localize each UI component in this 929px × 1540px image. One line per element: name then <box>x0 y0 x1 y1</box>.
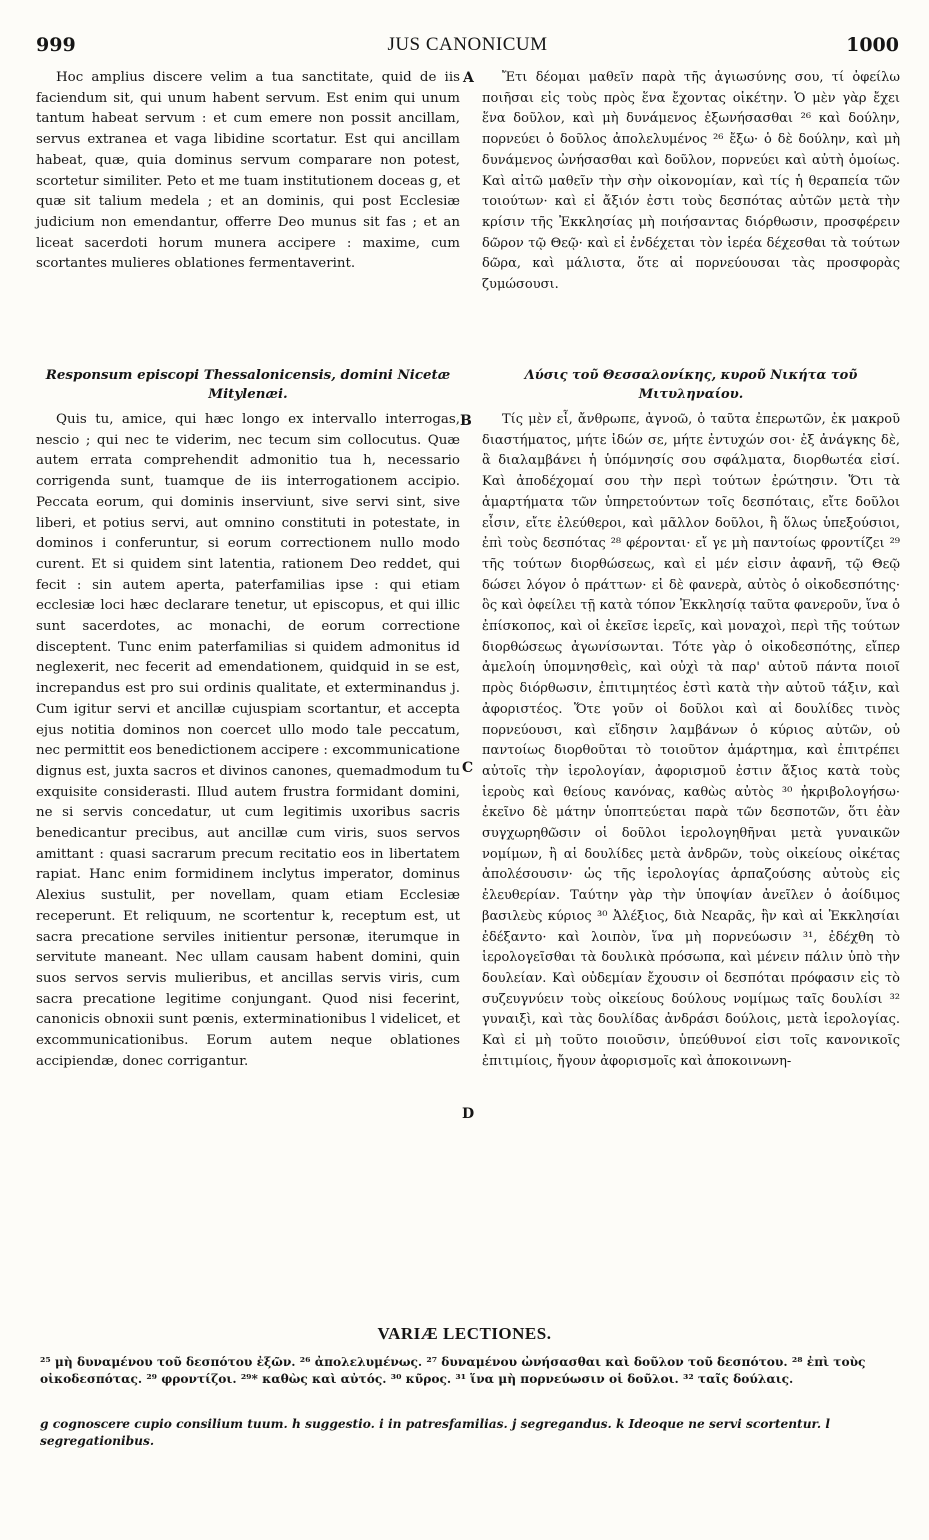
greek-variant-notes-text: ²⁵ μὴ δυναμένου τοῦ δεσπότου ἐξῶν. ²⁶ ἀπολελυμένως. ²⁷ δυναμένου ὠνήσασθαι καὶ δοῦλον τοῦ δεσπότου. ²⁸ ἐπὶ τοὺς οἰκοδεσπότας. ²⁹ φροντίζοι. ²⁹* καθὼς καὶ αὐτός. ³⁰ κῦρος. ³¹ ἵνα μὴ πορνεύωσιν οἱ δοῦλοι. ³² ταῖς δούλαις. <box>40 1355 866 1386</box>
greek-variant-notes <box>40 1354 898 1388</box>
variae-lectiones-heading: VARIÆ LECTIONES. <box>377 1324 552 1343</box>
latin-variant-notes-text: g cognoscere cupio consilium tuum. h suggestio. i in patresfamilias. j segregandus. k Ideoque ne servi scortentur. l segregationibus. <box>40 1417 830 1448</box>
latin-variant-notes <box>40 1416 898 1450</box>
greek-response-text: Τίς μὲν εἶ, ἄνθρωπε, ἀγνοῶ, ὁ ταῦτα ἐπερωτῶν, ἐκ μακροῦ διαστήματος, μήτε ἰδών σε, μήτε ἐντυχών σοι· ἐξ ἀνάγκης δὲ, ἃ διαλαμβάνει ἡ ὑπόμνησίς σου σφάλματα, διορθωτέα εἰσί. Καὶ ἀποδέχομαί σου τὴν περὶ τούτων ἐρώτησιν. Ὅτι τὰ ἁμαρτήματα τῶν ὑπηρετούντων τοῖς δεσπόταις, εἴτε δοῦλοι εἶσιν, εἴτε ἐλεύθεροι, καὶ μᾶλλον δοῦλοι, ἢ ὅλως ὑπεξούσιοι, ἐπὶ τοὺς δεσπότας ²⁸ φέρονται· εἴ γε μὴ παντοίως φροντίζει ²⁹ τῆς τούτων διορθώσεως, καὶ εἰ μέν εἰσιν ἀφανῆ, τῷ Θεῷ δώσει λόγον ὁ πράττων· εἰ δὲ φανερὰ, αὐτὸς ὁ οἰκοδεσπότης· ὃς καὶ ὀφείλει τῇ κατὰ τόπον Ἐκκλησίᾳ ταῦτα φανεροῦν, ἵνα ὁ ἐπίσκοπος, καὶ οἱ ἐκεῖσε ἱερεῖς, καὶ μοναχοὶ, περὶ τῆς τούτων διορθώσεως ἀγωνίσωνται. Τότε γὰρ ὁ οἰκοδεσπότης, εἴπερ ἀμελοίη ὑπομνησθεὶς, καὶ οὐχὶ τὰ παρ' αὐτοῦ πάντα ποιοῖ πρὸς διόρθωσιν, ἐπιτιμητέος ἐστὶ κατὰ τὴν αὐτοῦ τάξιν, καὶ ἀφοριστέος. Ὅτε γοῦν οἱ δοῦλοι καὶ αἱ δουλίδες τινὸς πορνεύουσι, καὶ εἴδησιν λαμβάνων ὁ κύριος αὐτῶν, οὐ παντοίως διορθοῦται τὸ τοιοῦτον ἁμάρτημα, καὶ ἐπιτρέπει αὐτοῖς τὴν ἱερολογίαν, ἀφορισμοῦ ἐστιν ἄξιος κατὰ τοὺς ἱεροὺς καὶ θείους κανόνας, καθὼς αὐτὸς ³⁰ ἠκριβολογήσω· ἐκεῖνο δὲ μάτην ὑποπτεύεται παρὰ τῶν δεσποτῶν, ὅτι ἐὰν συγχωρηθῶσιν οἱ δοῦλοι ἱερολογηθῆναι μετὰ γυναικῶν νομίμων, ἢ αἱ δουλίδες μετὰ ἀνδρῶν, τοὺς οἰκείους οἰκέτας ἀπολέσουσιν· ὡς τῆς ἱερολογίας ἁρπαζούσης αὐτοὺς εἰς ἐλευθερίαν. Ταύτην γὰρ τὴν ὑποψίαν ἀνεῖλεν ὁ ἀοίδιμος βασιλεὺς κύριος ³⁰ Ἀλέξιος, διὰ Νεαρᾶς, ἣν καὶ αἱ Ἐκκλησίαι ἐδέξαντο· καὶ λοιπὸν, ἵνα μὴ πορνεύωσιν ³¹, ἐδέχθη τὸ ἱερολογεῖσθαι τὰ δουλικὰ πρόσωπα, καὶ μένειν πάλιν ὑπὸ τὴν δουλείαν. Καὶ οὐδεμίαν ἔχουσιν οἱ δεσπόται πρόφασιν εἰς τὸ συζευγνύειν τοὺς οἰκείους δούλους νομίμως ταῖς δουλίσι ³² γυναιξὶ, καὶ τὰς δουλίδας ἀνδράσι δούλοις, μετὰ ἱερολογίας. Καὶ εἰ μὴ τοῦτο ποιοῦσιν, ὑπεύθυνοί εἰσι τοῖς κανονικοῖς ἐπιτιμίοις, ἤγουν ἀφορισμοῖς καὶ ἀποκοινωνη- <box>482 412 900 1069</box>
section-marker-d: D <box>462 1106 475 1122</box>
latin-response-heading: Responsum episcopi Thessalonicensis, domini Nicetæ Mitylenæi. <box>45 367 451 402</box>
greek-response-heading: Λύσις τοῦ Θεσσαλονίκης, κυροῦ Νικήτα τοῦ Μιτυληναίου. <box>524 368 858 402</box>
latin-question-text: Hoc amplius discere velim a tua sanctitate, quid de iis faciendum sit, qui unum habent servum. Est enim qui unum tantum habeat servum : et cum emere non possit ancillam, servus extranea et vaga libidine scortatur. Est qui ancillam habeat, quæ, quia dominus servum comparare non potest, scortetur similiter. Peto et me tuam institutionem doceas g, et quæ sit talium medela ; et an dominis, qui post Ecclesiæ judicium non emendantur, offerre Deo munus sit fas ; et an liceat sacerdoti horum munera accipere : maxime, cum scortantes mulieres oblationes fermentaverint. <box>36 70 460 272</box>
section-marker-a: A <box>463 70 474 86</box>
latin-response <box>36 366 460 1073</box>
latin-response-text: Quis tu, amice, qui hæc longo ex intervallo interrogas, nescio ; qui nec te viderim, nec tecum sim collocutus. Quæ autem errata comprehendit admonitio tua h, necessario corrigenda sunt, tuamque de iis interrogationem accipio. Peccata eorum, qui dominis inserviunt, sive servi sint, sive liberi, et potius servi, aut omnino constituti in potestate, in dominos i conferuntur, si eorum correctionem nullo modo curent. Et si quidem sint latentia, rationem Deo reddet, qui fecit : sin autem aperta, paterfamilias ipse : qui etiam ecclesiæ loci hæc declarare tenetur, ut episcopus, et qui illic sunt sacerdotes, ac monachi, de eorum correctione disceptent. Tunc enim paterfamilias si quidem admonitus id neglexerit, nec fecerit ad emendationem, quidquid in se est, increpandus est pro sui ordinis qualitate, et exterminandus j. Cum igitur servi et ancillæ cujuspiam scortantur, et accepta ejus notitia dominos non coercet ullo modo tale peccatum, nec permittit eos benedictionem accipere : excommunicatione dignus est, juxta sacros et divinos canones, quemadmodum tu exquisite considerasti. Illud autem frustra formidant domini, ne si servis concedatur, ut cum legitimis uxoribus sacris benedicantur precibus, aut ancillæ cum viris, suos servos amittant : quasi sacrarum precum recitatio eos in libertatem rapiat. Hanc enim formidinem inclytus imperator, dominus Alexius sustulit, per novellam, quam etiam Ecclesiæ receperunt. Et reliquum, ne scortentur k, receptum est, ut sacra precatione serviles initientur personæ, iterumque in servitute maneant. Nec ullam causam habent domini, quin suos servos servis mulieribus, et ancillas servis viris, cum sacra precatione legitime conjungant. Quod nisi fecerint, canonicis obnoxii sunt pœnis, exterminationibus l videlicet, et excommunicationibus. Eorum autem neque oblationes accipiendæ, donec corrigantur. <box>36 412 460 1069</box>
greek-question <box>482 68 900 296</box>
section-marker-b: B <box>460 413 472 429</box>
page-header <box>36 34 899 64</box>
greek-response <box>482 366 900 1073</box>
page-number-left: 999 <box>36 34 76 56</box>
page-number-right: 1000 <box>846 34 899 56</box>
greek-question-text: Ἔτι δέομαι μαθεῖν παρὰ τῆς ἁγιωσύνης σου, τί ὀφείλω ποιῆσαι εἰς τοὺς πρὸς ἕνα ἔχοντας οἰκέτην. Ὁ μὲν γὰρ ἔχει ἕνα δοῦλον, καὶ μὴ δυνάμενος ἐξωνήσασθαι ²⁶ καὶ δούλην, πορνεύει ὁ δοῦλος ἀπολελυμένος ²⁶ ἔξω· ὁ δὲ δούλην, καὶ μὴ δυνάμενος ὠνήσασθαι καὶ δοῦλον, πορνεύει καὶ αὐτὴ ὁμοίως. Καὶ αἰτῶ μαθεῖν τὴν σὴν οἰκονομίαν, καὶ τίς ἡ θεραπεία τῶν τοιούτων· καὶ εἰ ἄξιόν ἐστι τοὺς δεσπότας αὐτῶν μετὰ τὴν κρίσιν τῆς Ἐκκλησίας μὴ ποιήσαντας διόρθωσιν, προσφέρειν δῶρον τῷ Θεῷ· καὶ εἰ ἐνδέχεται τὸν ἱερέα δέχεσθαι τὰ τούτων δῶρα, καὶ μάλιστα, ὅτε αἱ πορνεύουσαι τὰς προσφορὰς ζυμώσουσι. <box>482 70 900 293</box>
running-head: JUS CANONICUM <box>387 34 548 55</box>
latin-question <box>36 68 460 275</box>
section-marker-c: C <box>462 760 474 776</box>
